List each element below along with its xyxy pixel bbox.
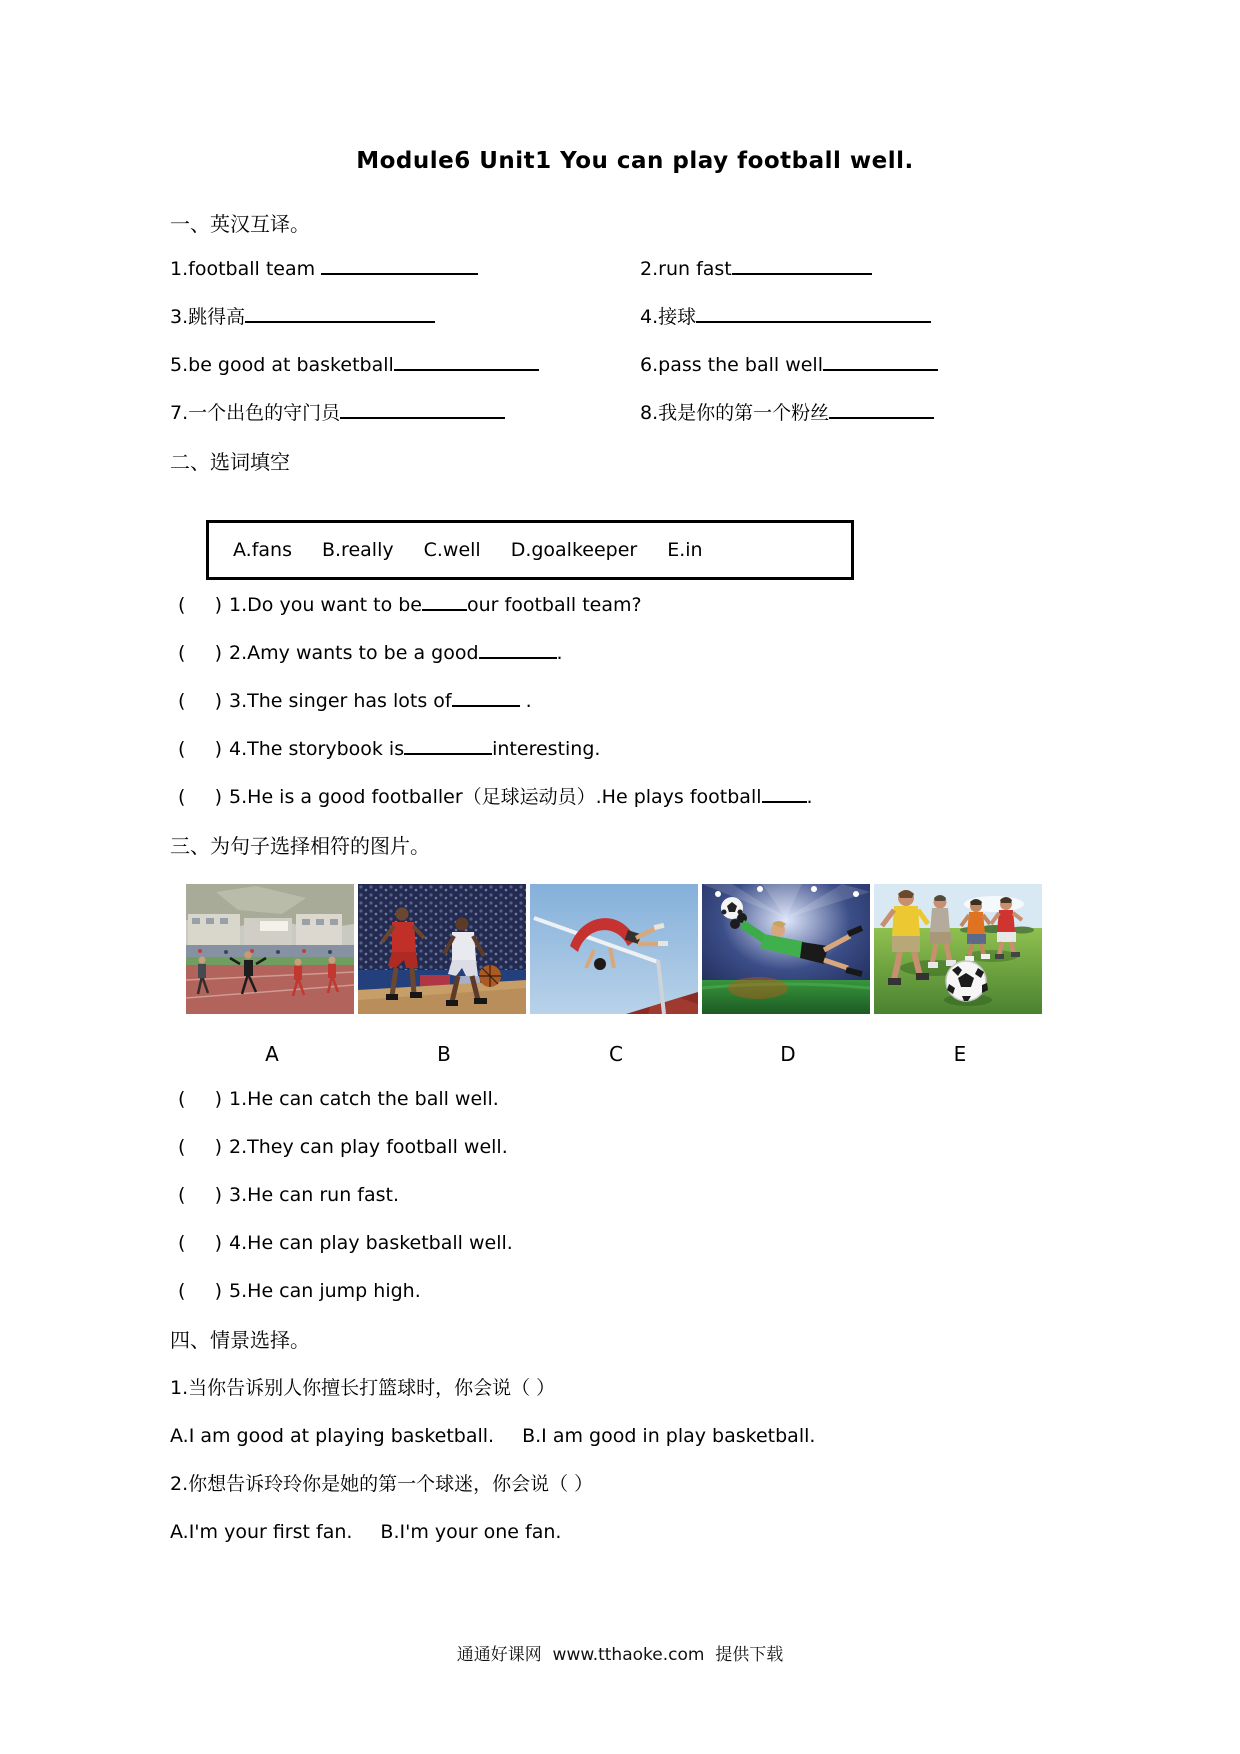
picture-a-running-race [186,884,354,1014]
answer-blank [829,403,934,419]
question-text: 3.He can run fast. [229,1184,400,1206]
word-bank-item: D.goalkeeper [510,539,638,561]
answer-parentheses: ( ) [178,690,223,712]
option-b: B.I am good in play basketball. [522,1425,816,1447]
option-a: A.I am good at playing basketball. [170,1425,495,1447]
word-bank-item: B.really [321,539,394,561]
question-text: 5.He can jump high. [229,1280,421,1302]
picture-letter: A [265,1042,279,1066]
answer-parentheses: ( ) [178,786,223,808]
question-text-after: our football team? [466,594,642,616]
picture-letter: C [609,1042,623,1066]
question-row [178,738,1100,760]
translation-row [170,402,1100,424]
translation-item [640,306,1100,328]
answer-blank [696,307,931,323]
question-row [178,1136,1100,1158]
question-row [178,690,1100,712]
question-text: 1.He can catch the ball well. [229,1088,499,1110]
situation-question: 2.你想告诉玲玲你是她的第一个球迷，你会说（ ） [170,1473,594,1495]
question-row [178,1280,1100,1302]
answer-blank [245,307,435,323]
picture-c-high-jump [530,884,698,1014]
picture-e-kids-football [874,884,1042,1014]
word-bank-box [206,520,854,580]
translation-label: 7.一个出色的守门员 [170,402,341,424]
answer-parentheses: ( ) [178,1088,223,1110]
picture-match-questions [170,1088,1100,1302]
translation-item [170,354,640,376]
question-text-after: interesting. [492,738,601,760]
question-text: 3.The singer has lots of [229,690,452,712]
section3-heading: 三、为句子选择相符的图片。 [170,834,430,858]
translation-item [170,402,640,424]
translation-label: 1.football team [170,258,322,280]
option-a: A.I'm your first fan. [170,1521,353,1543]
question-text: 5.He is a good footballer（足球运动员）.He plays football [229,786,762,808]
translation-item [170,306,640,328]
page-title: Module6 Unit1 You can play football well. [356,148,914,174]
answer-blank [422,595,467,611]
question-text: 2.Amy wants to be a good [229,642,479,664]
word-bank-item: C.well [423,539,481,561]
translation-label: 8.我是你的第一个粉丝 [640,402,830,424]
picture-d-goalkeeper [702,884,870,1014]
question-text: 2.They can play football well. [229,1136,508,1158]
picture-letter-row [186,1042,1100,1066]
question-row [178,786,1100,808]
footer-text: 通通好课网 www.tthaoke.com 提供下载 [456,1645,784,1665]
answer-parentheses: ( ) [178,642,223,664]
fill-in-questions [170,594,1100,808]
answer-parentheses: ( ) [178,1280,223,1302]
situation-options [170,1424,1100,1448]
translation-item [640,354,1100,376]
question-text: 4.The storybook is [229,738,405,760]
question-row [178,1232,1100,1254]
section4-heading: 四、情景选择。 [170,1328,310,1352]
option-b: B.I'm your one fan. [380,1521,562,1543]
question-text-after: . [806,786,813,808]
translation-item [640,402,1100,424]
answer-blank [762,787,807,803]
word-bank-item: E.in [667,539,703,561]
picture-letter: E [953,1042,967,1066]
translation-label: 2.run fast [640,258,732,280]
word-bank-item: A.fans [233,539,292,561]
question-row [178,1184,1100,1206]
answer-parentheses: ( ) [178,594,223,616]
answer-parentheses: ( ) [178,1136,223,1158]
answer-blank [479,643,557,659]
picture-letter: D [780,1042,796,1066]
translation-label: 5.be good at basketball [170,354,394,376]
situation-options [170,1520,1100,1544]
translation-label: 6.pass the ball well [640,354,823,376]
translation-row [170,258,1100,280]
answer-blank [732,259,872,275]
answer-blank [823,355,938,371]
answer-blank [452,691,520,707]
section1-heading: 一、英汉互译。 [170,212,310,236]
question-text-after: . [519,690,532,712]
translation-row [170,306,1100,328]
answer-blank [404,739,492,755]
translation-list [170,258,1100,424]
question-text-after: . [556,642,563,664]
answer-blank [340,403,505,419]
picture-strip [186,884,1100,1014]
question-text: 4.He can play basketball well. [229,1232,513,1254]
translation-label: 4.接球 [640,306,697,328]
translation-item [640,258,1100,280]
situation-question: 1.当你告诉别人你擅长打篮球时，你会说（ ） [170,1377,556,1399]
answer-blank [321,259,478,275]
answer-parentheses: ( ) [178,738,223,760]
translation-row [170,354,1100,376]
question-row [178,594,1100,616]
translation-label: 3.跳得高 [170,306,246,328]
answer-parentheses: ( ) [178,1232,223,1254]
answer-parentheses: ( ) [178,1184,223,1206]
question-row [178,642,1100,664]
picture-letter: B [437,1042,451,1066]
picture-b-basketball [358,884,526,1014]
section2-heading: 二、选词填空 [170,450,290,474]
answer-blank [394,355,539,371]
question-text: 1.Do you want to be [229,594,422,616]
question-row [178,1088,1100,1110]
translation-item [170,258,640,280]
